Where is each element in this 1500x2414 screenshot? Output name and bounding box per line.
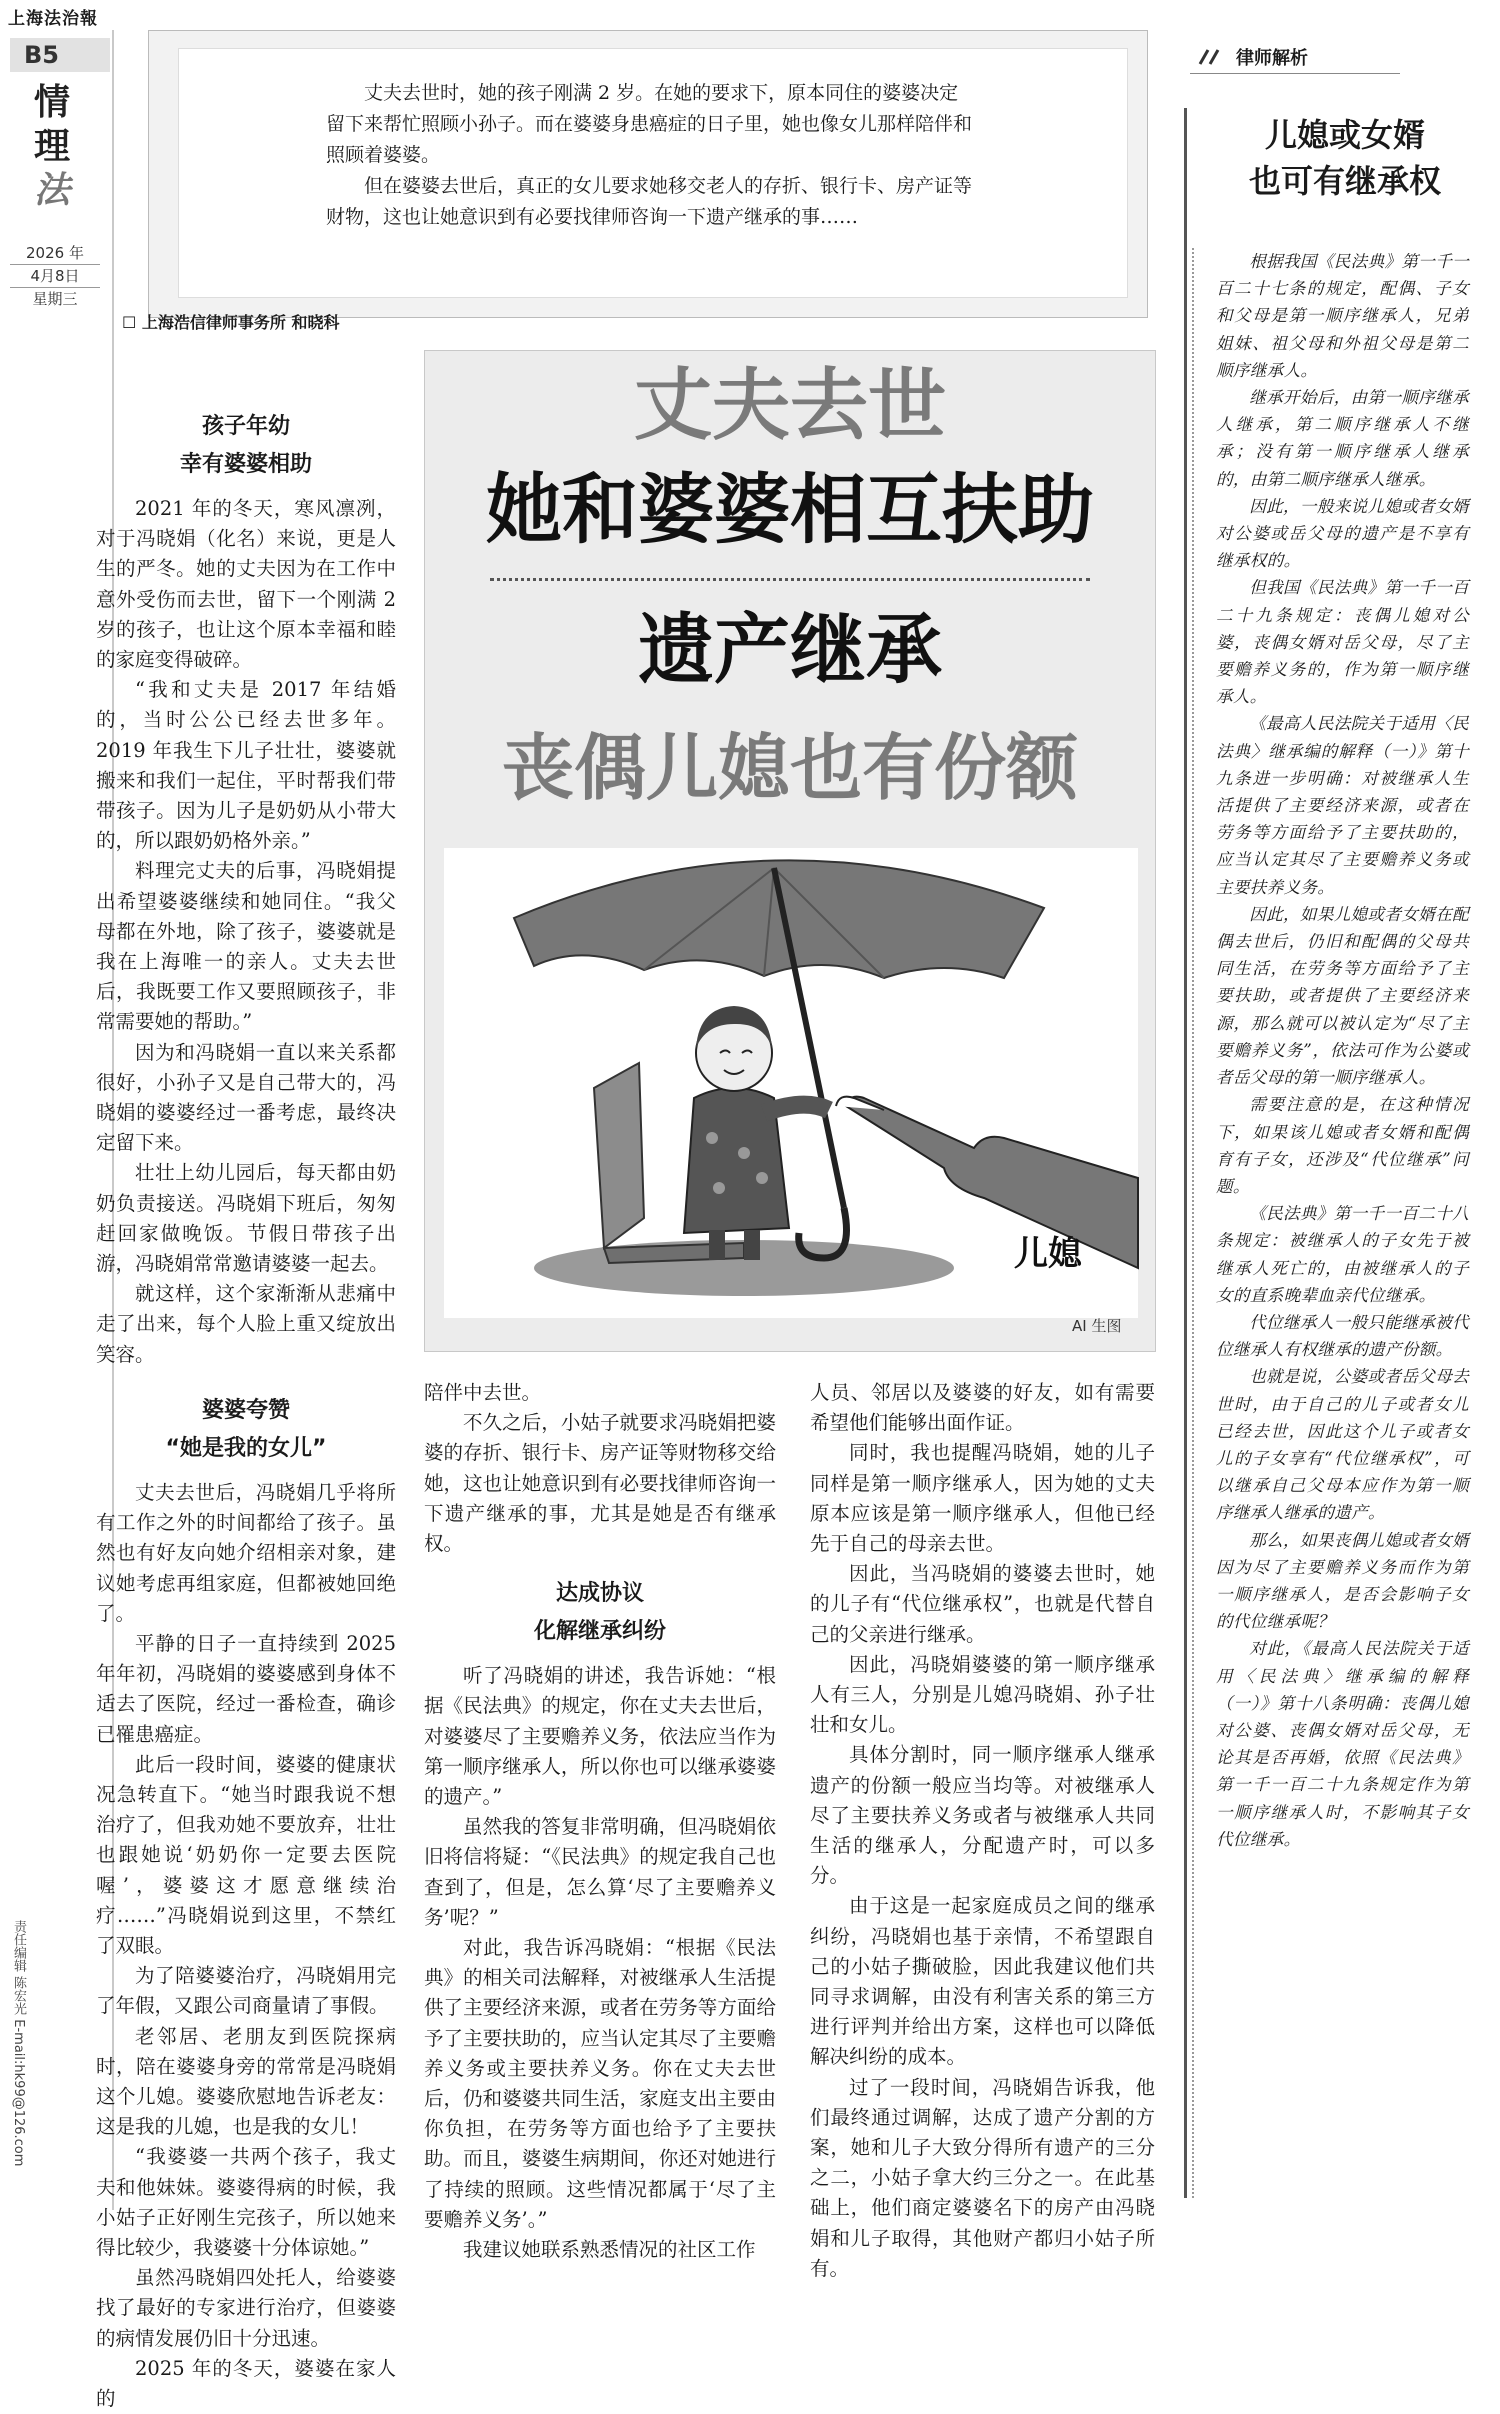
body-paragraph: 对此，我告诉冯晓娟：“根据《民法典》的相关司法解释，对被继承人生活提供了主要经济来源，或者在劳务等方面给予了主要扶助的，应当认定其尽了主要赡养义务或主要扶养义务。你在丈夫去世后，仍和婆婆共同生活，家庭支出主要由你负担，在劳务等方面也给予了主要扶助。而且，婆婆生病期间，你还对她进行了持续的照顾。这些情况都属于‘尽了主要赡养义务’。” [424,1936,776,2231]
column-name-char: 理 [33,125,70,167]
section-title [96,1392,396,1468]
article-column-3 [810,1378,1155,2284]
body-paragraph: 虽然冯晓娟四处托人，给婆婆找了最好的专家进行治疗，但婆婆的病情发展仍旧十分迅速。 [96,2266,396,2350]
sidebar-paragraph: 《民法典》第一千一百二十八条规定：被继承人的子女先于被继承人死亡的，由被继承人的子女的直系晚辈血亲代位继承。 [1216,1204,1469,1305]
section-title-line: 达成协议 [555,1581,644,1607]
section-title [424,1575,776,1651]
article-column-1 [96,408,396,2414]
sidebar-title-line: 儿媳或女婿 [1264,116,1425,154]
issue-date [10,242,100,310]
headline-line-3: 遗产继承 [638,605,942,694]
body-paragraph: 由于这是一起家庭成员之间的继承纠纷，冯晓娟也基于亲情，不希望跟自己的小姑子撕破脸，因此我建议他们共同寻求调解，由没有利害关系的第三方进行评判并给出方案，这样也可以降低解决纠纷的成本。 [810,1894,1155,2069]
section-title-line: 孩子年幼 [201,414,290,439]
intro-paragraph: 丈夫去世时，她的孩子刚满 2 岁。在她的要求下，原本同住的婆婆决定留下来帮忙照顾小孙子。而在婆婆身患癌症的日子里，她也像女儿那样陪伴和照顾着婆婆。 [326,82,973,166]
column-name-char: 情 [33,81,70,123]
body-paragraph: 因此，冯晓娟婆婆的第一顺序继承人有三人，分别是儿媳冯晓娟、孙子壮壮和女儿。 [810,1652,1155,1737]
slash-mark-icon [1196,48,1226,66]
body-paragraph: 人员、邻居以及婆婆的好友，如有需要希望他们能够出面作证。 [810,1381,1155,1435]
sidebar-dotted-rule [1192,248,1194,2198]
body-paragraph: 2025 年的冬天，婆婆在家人的 [96,2356,396,2410]
intro-text [326,78,976,233]
body-paragraph: 具体分割时，同一顺序继承人继承遗产的份额一般应当均等。对被继承人尽了主要扶养义务或者与被继承人共同生活的继承人，分配遗产时，可以多分。 [810,1743,1155,1888]
body-paragraph: 壮壮上幼儿园后，每天都由奶奶负责接送。冯晓娟下班后，匆匆赶回家做晚饭。节假日带孩子出游，冯晓娟常常邀请婆婆一起去。 [96,1161,396,1276]
sidebar-paragraph: 需要注意的是，在这种情况下，如果该儿媳或者女婿和配偶育有子女，还涉及“代位继承”问题。 [1216,1095,1469,1196]
body-paragraph: 不久之后，小姑子就要求冯晓娟把婆婆的存折、银行卡、房产证等财物移交给她，这也让她意识到有必要找律师咨询一下遗产继承的事，尤其是她是否有继承权。 [424,1411,776,1556]
column-name-char: 法 [33,169,70,211]
body-paragraph: 丈夫去世后，冯晓娟几乎将所有工作之外的时间都给了孩子。虽然也有好友向她介绍相亲对象，建议她考虑再组家庭，但都被她回绝了。 [96,1480,396,1625]
sidebar-paragraph: 《最高人民法院关于适用〈民法典〉继承编的解释（一）》第十九条进一步明确：对被继承人生活提供了主要经济来源，或者在劳务等方面给予了主要扶助的，应当认定其尽了主要赡养义务或主要扶养义务。 [1216,714,1469,897]
body-paragraph: 老邻居、老朋友到医院探病时，陪在婆婆身旁的常常是冯晓娟这个儿媳。婆婆欣慰地告诉老友：这是我的儿媳，也是我的女儿！ [96,2024,396,2139]
headline-line-4: 丧偶儿媳也有份额 [501,725,1078,810]
sidebar-paragraph: 根据我国《民法典》第一千一百二十七条的规定，配偶、子女和父母是第一顺序继承人，兄弟姐妹、祖父母和外祖父母是第二顺序继承人。 [1216,252,1469,380]
section-title [96,408,396,484]
body-paragraph: 虽然我的答复非常明确，但冯晓娟依旧将信将疑：“《民法典》的规定我自己也查到了，但是，怎么算‘尽了主要赡养义务’呢？” [424,1815,776,1929]
body-paragraph: “我和丈夫是 2017 年结婚的，当时公公已经去世多年。2019 年我生下儿子壮壮，婆婆就搬来和我们一起住，平时帮我们带带孩子。因为儿子是奶奶从小带大的，所以跟奶奶格外亲。” [96,678,396,853]
intro-paragraph: 但在婆婆去世后，真正的女儿要求她移交老人的存折、银行卡、房产证等财物，这也让她意识到有必要找律师咨询一下遗产继承的事…… [326,175,973,228]
section-title-line: 幸有婆婆相助 [179,452,312,477]
sidebar-paragraph: 继承开始后，由第一顺序继承人继承，第二顺序继承人不继承；没有第一顺序继承人继承的，由第二顺序继承人继承。 [1216,388,1469,489]
body-paragraph: 因为和冯晓娟一直以来关系都很好，小孙子又是自己带大的，冯晓娟的婆婆经过一番考虑，最终决定留下来。 [96,1040,396,1155]
page-number: B5 [10,38,110,72]
body-paragraph: 为了陪婆婆治疗，冯晓娟用完了年假，又跟公司商量请了事假。 [96,1964,396,2018]
paper-masthead: 上海法治報 [8,9,98,29]
author-byline: ☐ 上海浩信律师事务所 和晓科 [122,313,340,332]
section-title-line: “她是我的女儿” [165,1435,327,1461]
image-credit: AI 生图 [1072,1317,1122,1335]
body-paragraph: 同时，我也提醒冯晓娟，她的儿子同样是第一顺序继承人，因为她的丈夫原本应该是第一顺序继承人，但他已经先于自己的母亲去世。 [810,1441,1155,1556]
body-paragraph: “我婆婆一共两个孩子，我丈夫和他妹妹。婆婆得病的时候，我小姑子正好刚生完孩子，所以她来得比较少，我婆婆十分体谅她。” [96,2145,396,2259]
sidebar-paragraph: 对此，《最高人民法院关于适用〈民法典〉继承编的解释（一）》第十八条明确：丧偶儿媳对公婆、丧偶女婿对岳父母，无论其是否再婚，依照《民法典》第一千一百二十九条规定作为第一顺序继承人时，不影响其子女代位继承。 [1216,1639,1469,1849]
weekday: 星期三 [32,290,78,308]
section-title-line: 化解继承纠纷 [533,1619,666,1645]
body-paragraph: 过了一段时间，冯晓娟告诉我，他们最终通过调解，达成了遗产分割的方案，她和儿子大致分得所有遗产的三分之二，小姑子拿大约三分之一。在此基础上，他们商定婆婆名下的房产由冯晓娟和儿子取得，其他财产都归小姑子所有。 [810,2075,1155,2280]
headline-divider [490,578,1090,581]
body-paragraph: 平静的日子一直持续到 2025 年年初，冯晓娟的婆婆感到身体不适去了医院，经过一番检查，确诊已罹患癌症。 [96,1631,396,1746]
body-paragraph: 陪伴中去世。 [424,1381,542,1404]
sidebar-paragraph: 代位继承人一般只能继承被代位继承人有权继承的遗产份额。 [1216,1312,1469,1360]
article-column-2 [424,1378,776,2265]
sidebar-paragraph: 因此，一般来说儿媳或者女婿对公婆或岳父母的遗产是不享有继承权的。 [1216,496,1469,571]
date-year: 2026 年 [26,244,84,262]
headline-line-1: 丈夫去世 [633,360,946,451]
section-title-line: 婆婆夸赞 [201,1397,290,1423]
body-paragraph: 我建议她联系熟悉情况的社区工作 [463,2238,756,2262]
column-name [22,80,82,212]
sidebar-paragraph: 那么，如果丧偶儿媳或者女婿因为尽了主要赡养义务而作为第一顺序继承人，是否会影响子女的代位继承呢？ [1216,1530,1469,1632]
body-paragraph: 此后一段时间，婆婆的健康状况急转直下。“她当时跟我说不想治疗了，但我劝她不要放弃，壮壮也跟她说‘奶奶你一定要去医院喔’，婆婆这才愿意继续治疗……”冯晓娟说到这里，不禁红了双眼。 [96,1752,396,1957]
sidebar-title-line: 也可有继承权 [1248,162,1441,200]
body-paragraph: 2021 年的冬天，寒风凛冽，对于冯晓娟（化名）来说，更是人生的严冬。她的丈夫因为在工作中意外受伤而去世，留下一个刚满 2 岁的孩子，也让这个原本幸福和睦的家庭变得破碎。 [96,497,396,672]
sidebar-paragraph: 因此，如果儿媳或者女婿在配偶去世后，仍旧和配偶的父母共同生活，在劳务等方面给予了主要扶助，或者提供了主要经济来源，那么就可以被认定为“尽了主要赡养义务”，依法可作为公婆或者岳父母的第一顺序继承人。 [1216,904,1469,1088]
sidebar-paragraph: 也就是说，公婆或者岳父母去世时，由于自己的儿子或者女儿已经去世，因此这个儿子或者女儿的子女享有“代位继承权”，可以继承自己父母本应作为第一顺序继承人继承的遗产。 [1216,1367,1469,1523]
sidebar-text [1216,248,1469,1853]
illustration [444,848,1138,1318]
sidebar-paragraph: 但我国《民法典》第一千一百二十九条规定：丧偶儿媳对公婆，丧偶女婿对岳父母，尽了主要赡养义务的，作为第一顺序继承人。 [1216,578,1469,707]
body-paragraph: 因此，当冯晓娟的婆婆去世时，她的儿子有“代位继承权”，也就是代替自己的父亲进行继承。 [810,1562,1155,1646]
sidebar-tag: 律师解析 [1190,40,1400,74]
illustration-caption: 儿媳 [1014,1234,1082,1274]
body-paragraph: 就这样，这个家渐渐从悲痛中走了出来，每个人脸上重又绽放出笑容。 [96,1282,396,1366]
sidebar-title [1200,112,1490,204]
editor-credit: 责任编辑 陈宏光 E-mail:hk99@126.com [11,1920,26,2167]
headline-line-2: 她和婆婆相互扶助 [486,465,1094,554]
body-paragraph: 料理完丈夫的后事，冯晓娟提出希望婆婆继续和她同住。“我父母都在外地，除了孩子，婆婆就是我在上海唯一的亲人。丈夫去世后，我既要工作又要照顾孩子，非常需要她的帮助。” [96,859,396,1034]
date-day: 4月8日 [10,264,100,288]
sidebar-divider [1184,108,1187,2198]
body-paragraph: 听了冯晓娟的讲述，我告诉她：“根据《民法典》的规定，你在丈夫去世后，对婆婆尽了主要赡养义务，依法应当作为第一顺序继承人，所以你也可以继承婆婆的遗产。” [424,1664,776,1809]
